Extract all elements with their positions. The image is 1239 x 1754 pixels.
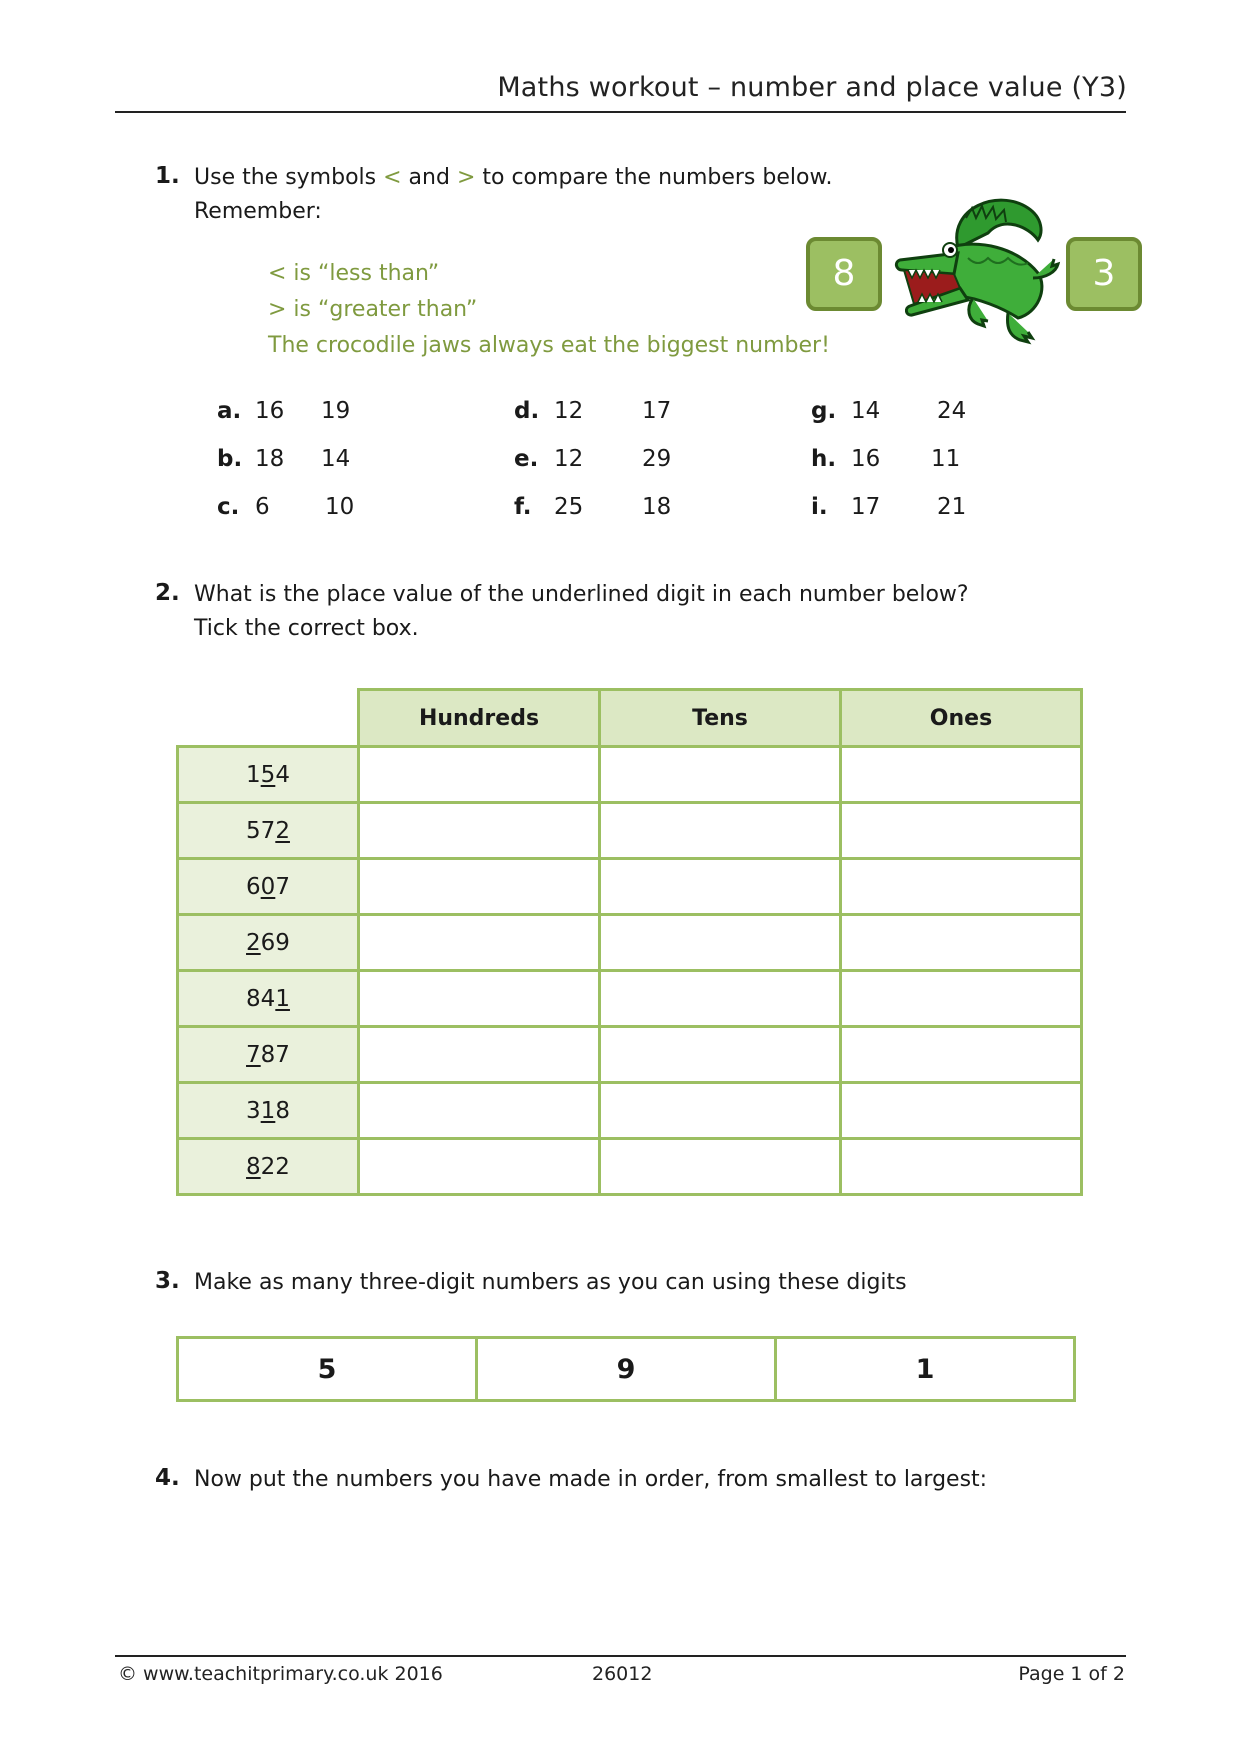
row-number xyxy=(178,971,359,1027)
digit-cell: 9 xyxy=(477,1338,776,1401)
compare-letter: b. xyxy=(217,446,243,472)
digit-cell: 5 xyxy=(178,1338,477,1401)
q2-instruction: What is the place value of the underlined digit in each number below? xyxy=(194,582,969,607)
compare-left: 16 xyxy=(255,398,285,424)
tick-box-ones[interactable] xyxy=(841,1083,1082,1139)
tick-box-tens[interactable] xyxy=(600,747,841,803)
compare-right: 18 xyxy=(642,494,672,520)
digits-after: 7 xyxy=(275,873,290,900)
row-number xyxy=(178,1139,359,1195)
compare-right: 21 xyxy=(937,494,967,520)
tick-box-ones[interactable] xyxy=(841,915,1082,971)
table-row xyxy=(178,803,1082,859)
page-title: Maths workout – number and place value (Y3) xyxy=(497,72,1127,103)
underlined-digit: 0 xyxy=(260,873,276,900)
underlined-digit: 8 xyxy=(246,1153,261,1180)
compare-letter: i. xyxy=(811,494,828,520)
digits-after: 87 xyxy=(260,1041,290,1068)
underlined-digit: 1 xyxy=(275,985,290,1012)
digits-after: 22 xyxy=(260,1153,290,1180)
q1-text-and: and xyxy=(408,165,450,190)
reminder-less: < is “less than” xyxy=(268,261,440,286)
compare-right: 29 xyxy=(642,446,672,472)
column-header-ones: Ones xyxy=(841,690,1082,747)
tick-box-tens[interactable] xyxy=(600,859,841,915)
tick-box-tens[interactable] xyxy=(600,1027,841,1083)
compare-right: 10 xyxy=(325,494,355,520)
compare-letter: h. xyxy=(811,446,837,472)
digits-before: 6 xyxy=(246,873,261,900)
header-rule xyxy=(115,111,1126,113)
row-number xyxy=(178,1027,359,1083)
row-number xyxy=(178,1083,359,1139)
underlined-digit: 2 xyxy=(275,817,290,844)
illustration-number-left: 8 xyxy=(806,237,882,311)
footer-code: 26012 xyxy=(592,1663,653,1685)
digits-before: 84 xyxy=(246,985,276,1012)
q1-text-a: Use the symbols xyxy=(194,165,377,190)
table-corner xyxy=(178,690,359,747)
tick-box-ones[interactable] xyxy=(841,1139,1082,1195)
compare-letter: c. xyxy=(217,494,240,520)
column-header-tens: Tens xyxy=(600,690,841,747)
compare-left: 12 xyxy=(554,446,584,472)
table-row xyxy=(178,747,1082,803)
digits-after: 8 xyxy=(275,1097,290,1124)
tick-box-tens[interactable] xyxy=(600,915,841,971)
digits-row xyxy=(178,1338,1075,1401)
tick-box-ones[interactable] xyxy=(841,859,1082,915)
tick-box-hundreds[interactable] xyxy=(359,859,600,915)
table-row xyxy=(178,1083,1082,1139)
q3-number: 3. xyxy=(155,1268,180,1294)
compare-right: 19 xyxy=(321,398,351,424)
digits-before: 57 xyxy=(246,817,276,844)
digits-before: 3 xyxy=(246,1097,261,1124)
q1-number: 1. xyxy=(155,163,180,189)
row-number xyxy=(178,859,359,915)
tick-box-ones[interactable] xyxy=(841,971,1082,1027)
table-header-row xyxy=(178,690,1082,747)
underlined-digit: 5 xyxy=(260,761,276,788)
crocodile-icon xyxy=(888,178,1064,354)
q2-number: 2. xyxy=(155,580,180,606)
digits-after: 69 xyxy=(260,929,290,956)
table-row xyxy=(178,915,1082,971)
underlined-digit: 1 xyxy=(260,1097,276,1124)
underlined-digit: 2 xyxy=(246,929,261,956)
compare-left: 16 xyxy=(851,446,881,472)
compare-left: 14 xyxy=(851,398,881,424)
tick-box-hundreds[interactable] xyxy=(359,1027,600,1083)
digits-table xyxy=(176,1336,1076,1402)
greater-than-symbol: > xyxy=(456,165,476,190)
tick-box-ones[interactable] xyxy=(841,747,1082,803)
table-row xyxy=(178,1027,1082,1083)
tick-box-hundreds[interactable] xyxy=(359,803,600,859)
compare-letter: g. xyxy=(811,398,837,424)
tick-box-ones[interactable] xyxy=(841,1027,1082,1083)
tick-box-tens[interactable] xyxy=(600,1139,841,1195)
tick-box-hundreds[interactable] xyxy=(359,971,600,1027)
q4-number: 4. xyxy=(155,1465,180,1491)
illustration-number-right: 3 xyxy=(1066,237,1142,311)
digits-after: 4 xyxy=(275,761,290,788)
tick-box-hundreds[interactable] xyxy=(359,747,600,803)
compare-left: 6 xyxy=(255,494,270,520)
table-row xyxy=(178,1139,1082,1195)
row-number xyxy=(178,915,359,971)
footer-copyright: © www.teachitprimary.co.uk 2016 xyxy=(118,1663,443,1685)
tick-box-tens[interactable] xyxy=(600,1083,841,1139)
tick-box-hundreds[interactable] xyxy=(359,915,600,971)
compare-right: 11 xyxy=(931,446,961,472)
tick-box-hundreds[interactable] xyxy=(359,1083,600,1139)
q1-remember: Remember: xyxy=(194,199,322,224)
compare-letter: d. xyxy=(514,398,540,424)
q3-instruction: Make as many three-digit numbers as you can using these digits xyxy=(194,1270,907,1295)
compare-letter: e. xyxy=(514,446,539,472)
compare-left: 25 xyxy=(554,494,584,520)
compare-right: 24 xyxy=(937,398,967,424)
digits-before: 1 xyxy=(246,761,261,788)
compare-right: 17 xyxy=(642,398,672,424)
place-value-table xyxy=(176,688,1083,1196)
compare-letter: a. xyxy=(217,398,242,424)
underlined-digit: 7 xyxy=(246,1041,261,1068)
q4-instruction: Now put the numbers you have made in order, from smallest to largest: xyxy=(194,1467,988,1492)
compare-letter: f. xyxy=(514,494,532,520)
row-number xyxy=(178,803,359,859)
q1-text-b: to compare the numbers below. xyxy=(482,165,833,190)
footer-rule xyxy=(115,1655,1126,1657)
compare-left: 12 xyxy=(554,398,584,424)
q1-instruction xyxy=(194,161,832,195)
digit-cell: 1 xyxy=(776,1338,1075,1401)
row-number xyxy=(178,747,359,803)
table-row xyxy=(178,859,1082,915)
tick-box-tens[interactable] xyxy=(600,971,841,1027)
q2-tick-instruction: Tick the correct box. xyxy=(194,616,419,641)
tick-box-tens[interactable] xyxy=(600,803,841,859)
footer-page: Page 1 of 2 xyxy=(1018,1663,1125,1685)
compare-left: 17 xyxy=(851,494,881,520)
compare-left: 18 xyxy=(255,446,285,472)
reminder-greater: > is “greater than” xyxy=(268,297,478,322)
tick-box-hundreds[interactable] xyxy=(359,1139,600,1195)
reminder-crocodile: The crocodile jaws always eat the biggest number! xyxy=(268,333,830,358)
column-header-hundreds: Hundreds xyxy=(359,690,600,747)
compare-right: 14 xyxy=(321,446,351,472)
less-than-symbol: < xyxy=(383,165,402,190)
tick-box-ones[interactable] xyxy=(841,803,1082,859)
table-row xyxy=(178,971,1082,1027)
